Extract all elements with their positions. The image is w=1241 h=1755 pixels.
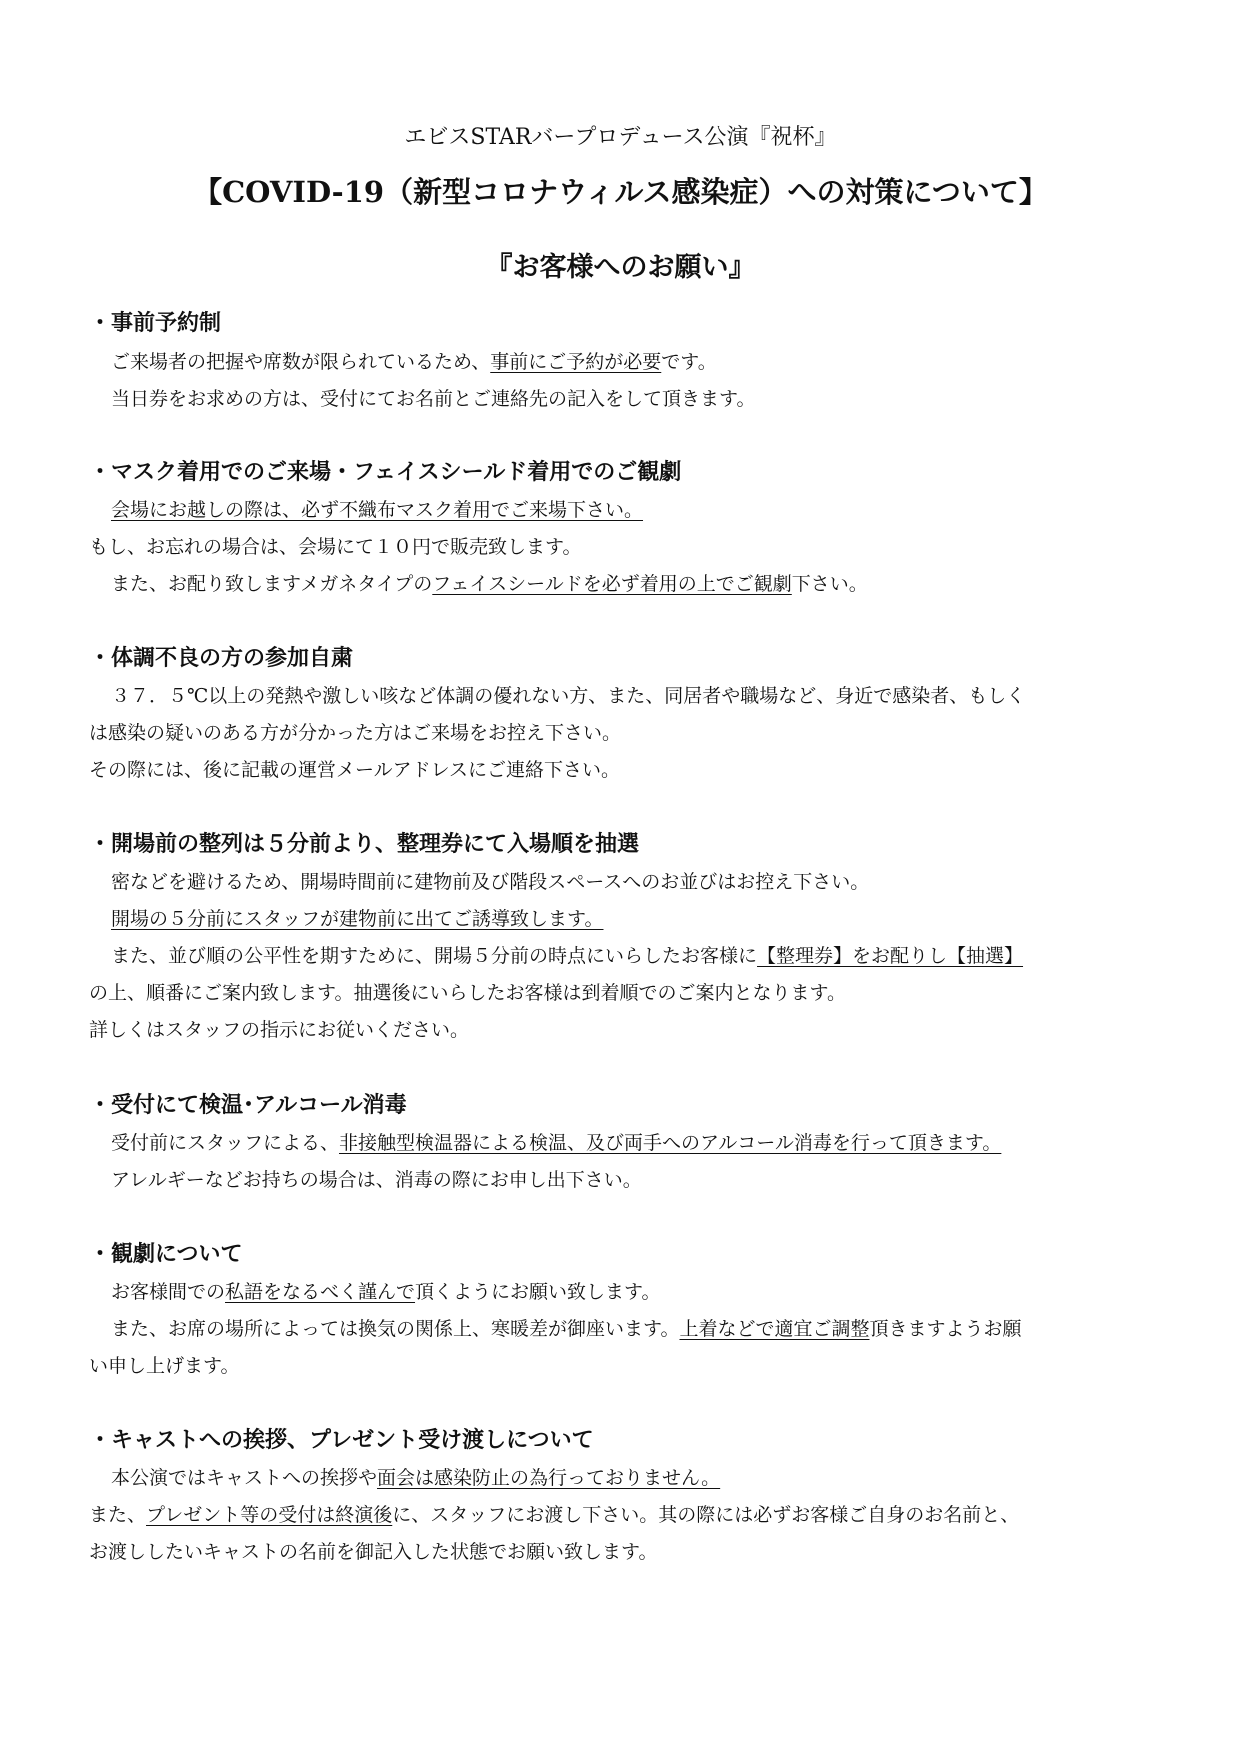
section-line: 密などを避けるため、開場時間前に建物前及び階段スペースへのお並びはお控え下さい。 <box>111 871 870 893</box>
section-heading-cast-presents: ・キャストへの挨拶、プレゼント受け渡しについて <box>89 1428 594 1453</box>
section-line: また、お配り致しますメガネタイプのフェイスシールドを必ず着用の上でご観劇下さい。 <box>111 573 868 595</box>
section-line: 当日券をお求めの方は、受付にてお名前とご連絡先の記入をして頂きます。 <box>111 388 756 410</box>
section-line: お渡ししたいキャストの名前を御記入した状態でお願い致します。 <box>89 1541 658 1563</box>
section-line: アレルギーなどお持ちの場合は、消毒の際にお申し出下さい。 <box>111 1169 642 1191</box>
performance-subtitle: エビスSTARバープロデュース公演『祝杯』 <box>404 125 837 150</box>
section-line: お客様間での私語をなるべく謹んで頂くようにお願い致します。 <box>111 1281 661 1303</box>
section-heading-viewing: ・観劇について <box>89 1242 243 1267</box>
section-line: い申し上げます。 <box>89 1355 240 1377</box>
request-title: 『お客様へのお願い』 <box>485 252 756 283</box>
section-heading-health: ・体調不良の方の参加自粛 <box>89 646 354 671</box>
section-line: 受付前にスタッフによる、非接触型検温器による検温、及び両手へのアルコール消毒を行って頂きます。 <box>111 1132 1002 1154</box>
section-line: 会場にお越しの際は、必ず不織布マスク着用でご来場下さい。 <box>111 499 644 521</box>
section-line: 詳しくはスタッフの指示にお従いください。 <box>89 1019 470 1041</box>
section-heading-reception: ・受付にて検温･アルコール消毒 <box>89 1093 407 1118</box>
section-line: ご来場者の把握や席数が限られているため、事前にご予約が必要です。 <box>111 351 717 373</box>
section-line: また、お席の場所によっては換気の関係上、寒暖差が御座います。上着などで適宜ご調整頂きますようお願 <box>111 1318 1022 1340</box>
section-line: の上、順番にご案内致します。抽選後にいらしたお客様は到着順でのご案内となります。 <box>89 982 846 1004</box>
section-line: また、並び順の公平性を期すために、開場５分前の時点にいらしたお客様に【整理券】をお配りし【抽選】 <box>111 945 1024 967</box>
section-line: は感染の疑いのある方が分かった方はご来場をお控え下さい。 <box>89 722 622 744</box>
section-line: 開場の５分前にスタッフが建物前に出てご誘導致します。 <box>111 908 604 930</box>
section-line: また、プレゼント等の受付は終演後に、スタッフにお渡し下さい。其の際には必ずお客様ご自身のお名前と、 <box>89 1504 1020 1526</box>
section-line: もし、お忘れの場合は、会場にて１０円で販売致します。 <box>89 536 582 558</box>
section-heading-mask: ・マスク着用でのご来場・フェイスシールド着用でのご観劇 <box>89 460 682 485</box>
section-heading-reservation: ・事前予約制 <box>89 311 222 336</box>
document-title: 【COVID-19（新型コロナウィルス感染症）への対策について】 <box>193 175 1048 209</box>
section-heading-queue: ・開場前の整列は５分前より、整理券にて入場順を抽選 <box>89 832 640 857</box>
section-line: ３７．５℃以上の発熱や激しい咳など体調の優れない方、また、同居者や職場など、身近で感染者、もしく <box>111 685 1026 707</box>
section-line: その際には、後に記載の運営メールアドレスにご連絡下さい。 <box>89 759 621 781</box>
section-line: 本公演ではキャストへの挨拶や面会は感染防止の為行っておりません。 <box>111 1467 721 1489</box>
